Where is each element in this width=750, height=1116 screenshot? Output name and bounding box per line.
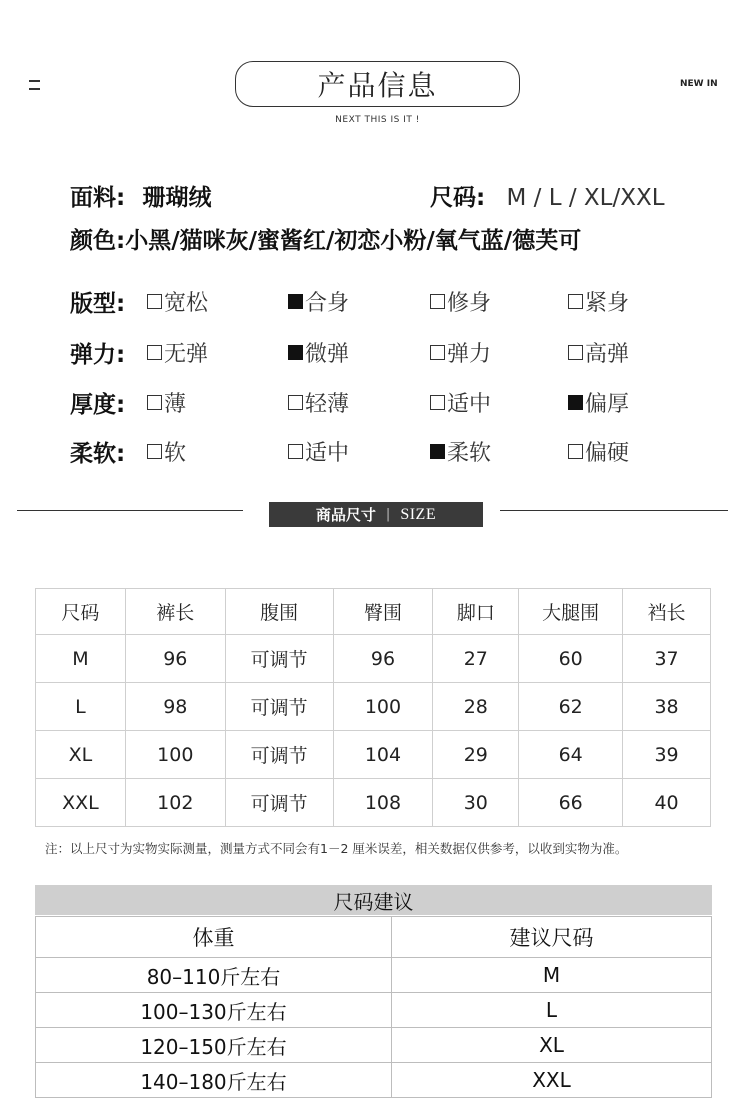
attribute-label: 弹力: bbox=[70, 342, 126, 368]
attribute-option bbox=[147, 436, 186, 467]
attribute-option bbox=[568, 436, 629, 467]
checkbox-icon bbox=[430, 294, 445, 309]
table-header-cell: 臀围 bbox=[333, 589, 433, 635]
table-row bbox=[36, 1028, 712, 1063]
table-cell: 100–130斤左右 bbox=[36, 993, 392, 1028]
divider-left bbox=[17, 510, 243, 511]
table-row bbox=[36, 635, 711, 683]
table-header-row bbox=[36, 589, 711, 635]
table-header-row bbox=[36, 917, 712, 958]
checkbox-icon bbox=[147, 444, 162, 459]
page-title: 产品信息 bbox=[235, 61, 520, 107]
table-cell: 38 bbox=[623, 683, 711, 731]
table-cell: 40 bbox=[623, 779, 711, 827]
table-cell: 102 bbox=[125, 779, 225, 827]
attribute-option bbox=[288, 387, 349, 418]
table-cell: 108 bbox=[333, 779, 433, 827]
attribute-option-label: 宽松 bbox=[164, 291, 209, 316]
attribute-option bbox=[430, 387, 491, 418]
table-header-cell: 建议尺码 bbox=[392, 917, 712, 958]
attribute-option-label: 适中 bbox=[305, 441, 350, 466]
checkbox-icon bbox=[288, 444, 303, 459]
color-label: 颜色: bbox=[70, 228, 126, 254]
attribute-option-label: 柔软 bbox=[447, 441, 492, 466]
page-subtitle: NEXT THIS IS IT ! bbox=[335, 115, 420, 125]
checked-box-icon bbox=[288, 345, 303, 360]
attribute-label: 厚度: bbox=[70, 392, 126, 418]
table-cell: XL bbox=[36, 731, 126, 779]
attribute-option-label: 紧身 bbox=[585, 291, 630, 316]
table-cell: L bbox=[392, 993, 712, 1028]
new-in-badge: NEW IN bbox=[680, 79, 718, 89]
attribute-option bbox=[147, 286, 208, 317]
table-cell: M bbox=[36, 635, 126, 683]
attribute-label: 版型: bbox=[70, 291, 126, 317]
table-header-cell: 腹围 bbox=[225, 589, 333, 635]
attribute-option-label: 弹力 bbox=[447, 342, 492, 367]
attribute-label: 柔软: bbox=[70, 441, 126, 467]
table-cell: 27 bbox=[433, 635, 519, 683]
size-label: 尺码: bbox=[430, 185, 486, 211]
table-cell: 96 bbox=[125, 635, 225, 683]
attribute-option bbox=[288, 337, 349, 368]
attribute-option bbox=[568, 337, 629, 368]
recommendation-title: 尺码建议 bbox=[35, 885, 712, 915]
table-cell: 可调节 bbox=[225, 683, 333, 731]
table-cell: 可调节 bbox=[225, 635, 333, 683]
checkbox-icon bbox=[147, 395, 162, 410]
table-cell: 39 bbox=[623, 731, 711, 779]
checked-box-icon bbox=[430, 444, 445, 459]
table-header-cell: 裆长 bbox=[623, 589, 711, 635]
table-cell: 28 bbox=[433, 683, 519, 731]
table-header-cell: 大腿围 bbox=[519, 589, 623, 635]
table-header-cell: 脚口 bbox=[433, 589, 519, 635]
table-cell: 98 bbox=[125, 683, 225, 731]
table-header-cell: 裤长 bbox=[125, 589, 225, 635]
divider-right bbox=[500, 510, 728, 511]
table-cell: 64 bbox=[519, 731, 623, 779]
table-cell: 140–180斤左右 bbox=[36, 1063, 392, 1098]
table-cell: 100 bbox=[333, 683, 433, 731]
attribute-option-label: 软 bbox=[164, 441, 187, 466]
table-cell: XL bbox=[392, 1028, 712, 1063]
checked-box-icon bbox=[288, 294, 303, 309]
size-note: 注：以上尺寸为实物实际测量，测量方式不同会有1－2 厘米误差，相关数据仅供参考，以收到实物为准。 bbox=[45, 841, 628, 856]
table-cell: 60 bbox=[519, 635, 623, 683]
attribute-option bbox=[568, 286, 629, 317]
color-value: 小黑/猫咪灰/蜜酱红/初恋小粉/氧气蓝/德芙可 bbox=[125, 228, 582, 254]
table-cell: L bbox=[36, 683, 126, 731]
attribute-option-label: 修身 bbox=[447, 291, 492, 316]
attribute-option bbox=[288, 436, 349, 467]
table-cell: M bbox=[392, 958, 712, 993]
table-cell: 30 bbox=[433, 779, 519, 827]
table-cell: 120–150斤左右 bbox=[36, 1028, 392, 1063]
attribute-option bbox=[147, 387, 186, 418]
fabric-label: 面料: bbox=[70, 185, 126, 211]
attribute-option-label: 偏厚 bbox=[585, 392, 630, 417]
table-cell: 37 bbox=[623, 635, 711, 683]
attribute-option bbox=[430, 436, 491, 467]
attribute-option bbox=[430, 337, 491, 368]
size-info bbox=[430, 179, 665, 212]
table-cell: 96 bbox=[333, 635, 433, 683]
attribute-option-label: 适中 bbox=[447, 392, 492, 417]
size-table bbox=[35, 588, 711, 827]
fabric-value: 珊瑚绒 bbox=[142, 185, 212, 211]
size-section-separator: | bbox=[385, 507, 391, 522]
table-cell: 104 bbox=[333, 731, 433, 779]
table-cell: 100 bbox=[125, 731, 225, 779]
table-row bbox=[36, 1063, 712, 1098]
checkbox-icon bbox=[430, 345, 445, 360]
checkbox-icon bbox=[568, 294, 583, 309]
table-row bbox=[36, 958, 712, 993]
checkbox-icon bbox=[147, 294, 162, 309]
table-row bbox=[36, 779, 711, 827]
table-cell: XXL bbox=[36, 779, 126, 827]
size-section-header bbox=[269, 502, 483, 527]
table-header-cell: 尺码 bbox=[36, 589, 126, 635]
table-cell: 80–110斤左右 bbox=[36, 958, 392, 993]
checkbox-icon bbox=[568, 345, 583, 360]
table-row bbox=[36, 993, 712, 1028]
table-cell: 可调节 bbox=[225, 779, 333, 827]
checkbox-icon bbox=[568, 444, 583, 459]
attribute-option-label: 偏硬 bbox=[585, 441, 630, 466]
recommendation-table bbox=[35, 916, 712, 1098]
table-header-cell: 体重 bbox=[36, 917, 392, 958]
attribute-option-label: 合身 bbox=[305, 291, 350, 316]
table-cell: 66 bbox=[519, 779, 623, 827]
table-row bbox=[36, 683, 711, 731]
checkbox-icon bbox=[288, 395, 303, 410]
attribute-option-label: 微弹 bbox=[305, 342, 350, 367]
fabric-info bbox=[70, 179, 212, 212]
attribute-option-label: 薄 bbox=[164, 392, 187, 417]
attribute-option-label: 轻薄 bbox=[305, 392, 350, 417]
attribute-option bbox=[568, 387, 629, 418]
attribute-option bbox=[288, 286, 349, 317]
menu-icon[interactable] bbox=[29, 80, 40, 90]
checked-box-icon bbox=[568, 395, 583, 410]
color-info bbox=[70, 222, 581, 255]
attribute-option bbox=[430, 286, 491, 317]
size-section-title-en: SIZE bbox=[400, 505, 437, 523]
checkbox-icon bbox=[430, 395, 445, 410]
size-value: M / L / XL/XXL bbox=[506, 185, 665, 211]
table-cell: 可调节 bbox=[225, 731, 333, 779]
table-row bbox=[36, 731, 711, 779]
table-cell: 29 bbox=[433, 731, 519, 779]
attribute-option-label: 高弹 bbox=[585, 342, 630, 367]
checkbox-icon bbox=[147, 345, 162, 360]
table-cell: 62 bbox=[519, 683, 623, 731]
attribute-option bbox=[147, 337, 208, 368]
table-cell: XXL bbox=[392, 1063, 712, 1098]
attribute-option-label: 无弹 bbox=[164, 342, 209, 367]
size-section-title-cn: 商品尺寸 bbox=[315, 506, 376, 524]
